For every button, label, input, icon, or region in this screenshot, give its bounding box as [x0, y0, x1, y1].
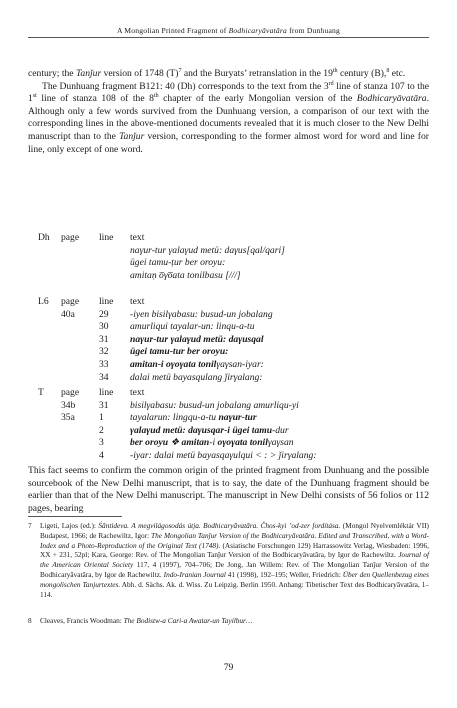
italic-term: Tanǰur — [75, 68, 102, 79]
text-run: γaγsan — [267, 437, 294, 449]
text-run: 117, 4 (1997), 704–706; De Jong, Jan Willem: Rev. of The Mongolian Tanǰur Version of the Bodhicaryāvatāra, by Igor de Rachewiltz. — [40, 560, 429, 579]
cell-line: line — [99, 232, 114, 243]
cell-page: 35a — [61, 412, 75, 424]
text-run: version of 1748 (T) — [101, 68, 179, 79]
cell-line: 31 — [99, 333, 109, 345]
cell-line: 33 — [99, 358, 109, 370]
cell-line: 32 — [99, 346, 109, 358]
cell-page: 40a — [61, 308, 75, 320]
italic-title: Über den Quellenbezug eines mongolischen Tanjurtextes. — [40, 569, 430, 589]
text-run: -i — [209, 437, 218, 449]
cell-text: bisilγabasu: busud-un jobalang amurliqu-yi — [130, 399, 299, 411]
text-run: amitan-i oγoγata tonil — [130, 358, 217, 370]
cell-text: ügei tamu-tur ber oroyu: — [130, 346, 229, 358]
ordinal-suffix: rd — [328, 80, 334, 87]
text-run: ber oroyu — [130, 437, 171, 449]
cell-line: 34 — [99, 371, 109, 383]
running-head-prefix: A Mongolian Printed Fragment of — [116, 26, 229, 35]
footnote-number: 7 — [28, 521, 32, 530]
text-run: γalaγud metü: daγusqar-i ügei tamu — [130, 424, 273, 436]
cell-text: ügei tamu-ṭur ber oroyu: — [130, 257, 226, 269]
cell-text: text — [130, 387, 145, 398]
text-run: amitan — [179, 437, 210, 449]
cell-text: amurliqui tayalar-un: linqu-a-tu — [130, 321, 255, 333]
footnote-7 — [28, 521, 429, 599]
cell-text: naγur-tur γalaγud metü: daγus[qal/qari] — [130, 244, 285, 256]
text-run: line of stanza 107 to the 1 — [28, 80, 429, 105]
cell-witness: L6 — [38, 296, 49, 307]
text-run: chapter of the early Mongolian version of the — [158, 93, 357, 105]
ordinal-suffix: th — [332, 67, 338, 74]
cell-text: -iyen bisilγabasu: busud-un jobalang — [130, 308, 273, 320]
footnote-ref-8: 8 — [386, 67, 390, 74]
ornament-icon: ❖ — [170, 437, 180, 449]
cell-text: -iyar: dalai metü bayasqaγulqui < : > ǰirγalang: — [130, 449, 317, 461]
text-run: (Mongol Nyelvemléktár VII) Budapest, 1966; de Rachewiltz, Igor: — [40, 521, 429, 540]
text-run: γaγsan-iyar: — [216, 358, 264, 370]
text-run: -dur — [272, 424, 289, 436]
cell-page: page — [61, 387, 80, 398]
cell-witness: T — [38, 387, 44, 398]
footnote-ref-7: 7 — [178, 67, 182, 74]
text-run: Cleaves, Francis Woodman: — [40, 616, 124, 625]
text-run: (Asiatische Forschungen 129) Harrassowitz Verlag, Wiesbaden: 1996, XX + 231, 52pl; Kara, George: Rev. of The Mongolian Tanǰur Version of the Bodhicaryāvatāra, by Igor de Rachewiltz. — [40, 540, 429, 560]
running-head-title: Bodhicaryāvatāra — [228, 26, 288, 35]
cell-text: amitaṇ o̅γo̅ata tonilbasu [///] — [130, 269, 241, 281]
cell-text — [130, 425, 289, 438]
cell-text: dalai metü bayasqulang ǰirγalang: — [130, 371, 263, 383]
text-run: oγoγata tonil — [217, 437, 268, 449]
page-number: 79 — [223, 662, 234, 673]
text-run: version, corresponding to the former almost word for word and line for line, only except of one word. — [28, 130, 429, 155]
text-run: tayalarun: lingqu-a-tu — [130, 412, 219, 424]
text-run: The Dunhuang fragment B121: 40 (Dh) corresponds to the text from the 3 — [42, 80, 329, 92]
running-head — [28, 26, 429, 35]
paragraph-2 — [28, 81, 429, 157]
cell-page: page — [61, 232, 80, 243]
footnote-text — [40, 616, 429, 626]
text-run: and the Buryats’ retranslation in the 19 — [181, 68, 333, 79]
cell-witness: Dh — [38, 232, 50, 243]
footnote-8 — [28, 616, 429, 626]
footnote-number: 8 — [28, 616, 32, 625]
italic-term: Tanǰur — [119, 130, 145, 142]
cell-text: text — [130, 296, 145, 307]
italic-title: The Bodistw-a Cari-a Awatar-un Tayilbur… — [123, 616, 253, 625]
paragraph-1 — [28, 68, 429, 81]
footnote-text — [40, 521, 429, 599]
italic-title: Indo-Iranian Journal — [163, 569, 226, 579]
cell-line: line — [99, 387, 114, 398]
cell-text — [130, 412, 257, 425]
cell-line: 3 — [99, 437, 104, 449]
cell-page: 34b — [61, 399, 76, 411]
cell-text — [130, 437, 294, 450]
cell-page: page — [61, 296, 80, 307]
italic-term: Bodhicaryāvatāra — [356, 93, 427, 105]
cell-text — [130, 359, 264, 372]
italic-title: The Mongolian Tanǰur Version of the Bodhicaryāvatāra. Edited and Transcribed, with a Word-Index and a Photo-Reproduction of the Original Text (1748). — [40, 530, 429, 550]
cell-line: 1 — [99, 412, 104, 424]
cell-text: text — [130, 232, 145, 243]
cell-line: 31 — [99, 399, 109, 411]
cell-line: 2 — [99, 424, 104, 436]
text-run: . Although only a few words survived from the Dunhuang version, a comparison of our text with the corresponding lines in the above-mentioned documents revealed that it is much closer to the New Delhi manuscript than to the — [28, 93, 429, 142]
text-run: Ligeti, Lajos (ed.): — [40, 521, 99, 530]
main-text-continued — [28, 465, 429, 515]
text-run: naγur-tur — [218, 412, 257, 424]
footnote-rule — [28, 516, 122, 517]
text-run: century (B), — [337, 68, 387, 79]
cell-text: naγur-tur γalaγud metü: daγusqal — [130, 333, 264, 345]
ordinal-suffix: st — [32, 93, 37, 99]
text-run: line of stanza 108 of the 8 — [36, 93, 154, 105]
cell-line: 4 — [99, 449, 104, 461]
italic-title: Journal of the American Oriental Society — [40, 550, 429, 570]
cell-line: 30 — [99, 321, 109, 333]
paragraph-3: This fact seems to confirm the common origin of the printed fragment from Dunhuang and the possible sourcebook of the New Delhi manuscript, that is to say, the date of the Dunhuang fragment should be earlier than that of the New Delhi manuscript. The manuscript in New Delhi consists of 56 folios or 112 pages, bearing — [28, 465, 429, 514]
text-run: Abh. d. Sächs. Ak. d. Wiss. Zu Leipzig. Berlin 1950. Anhang: Tibetischer Text des Bodhicaryāvatāra, 1–114. — [40, 579, 429, 599]
header-rule — [28, 37, 429, 38]
cell-line: 29 — [99, 308, 109, 320]
italic-title: Śāntideva. A megvilágosodás útja. Bodhicaryāvatāra. Čhos-kyi ’od-zer fordítása. — [98, 521, 341, 530]
running-head-suffix: from Dunhuang — [287, 26, 341, 35]
text-run: etc. — [389, 68, 406, 79]
ordinal-suffix: th — [153, 93, 159, 99]
text-run: century; the — [28, 68, 76, 79]
main-text — [28, 68, 429, 156]
text-run: 41 (1998), 192–195; Weller, Friedrich: — [225, 569, 343, 579]
cell-line: line — [99, 296, 114, 307]
